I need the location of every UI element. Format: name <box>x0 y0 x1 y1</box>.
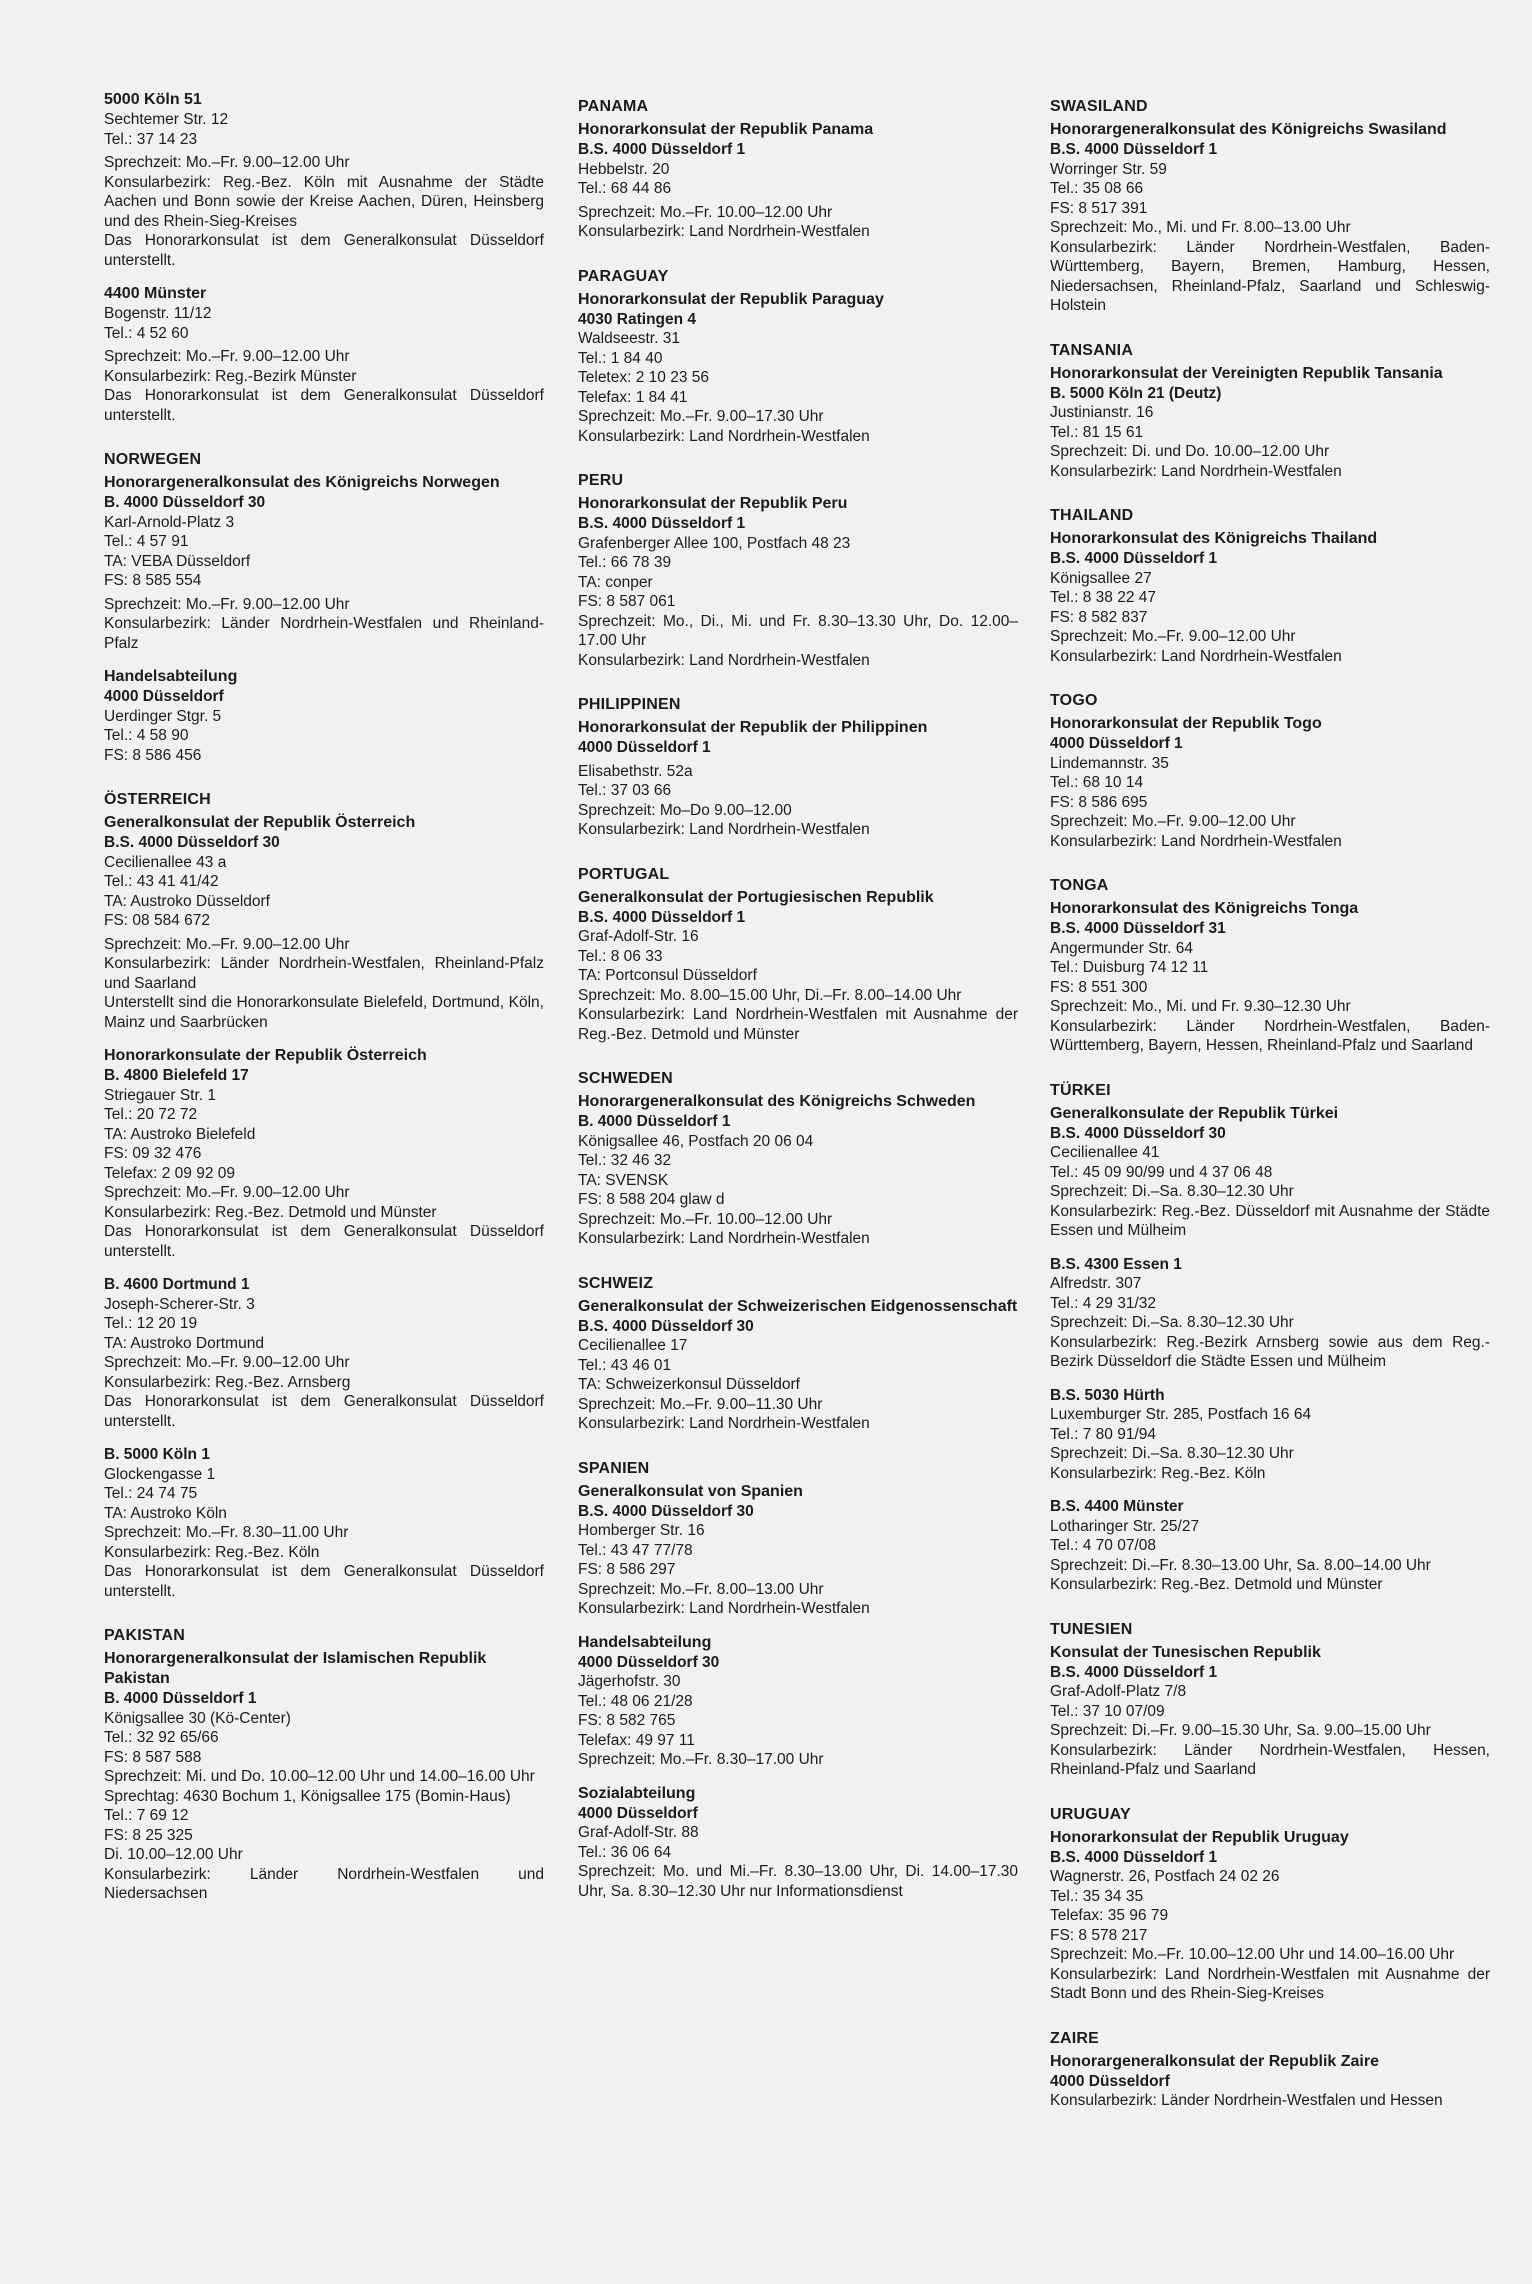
consulate-entry <box>1050 120 1490 316</box>
entry-heading: Honorarkonsulat der Republik Peru <box>578 495 848 512</box>
consulate-entry <box>104 1649 544 1904</box>
entry-line: Das Honorarkonsulat ist dem Generalkonsulat Düsseldorf unterstellt. <box>104 1393 544 1430</box>
entry-line: Waldseestr. 31 <box>578 330 680 347</box>
country-section <box>104 1627 544 1904</box>
entry-heading: Honorargeneralkonsulat des Königreichs Schweden <box>578 1093 976 1110</box>
country-section <box>1050 98 1490 316</box>
entry-line: 4000 Düsseldorf 1 <box>578 739 711 756</box>
entry-line: Tel.: 43 46 01 <box>578 1356 672 1374</box>
entry-heading: Honorarkonsulat des Königreichs Thailand <box>1050 530 1378 547</box>
consulate-entry <box>1050 1255 1490 1372</box>
entry-line: Sprechzeit: Mo.–Fr. 9.00–17.30 Uhr <box>578 408 824 425</box>
entry-line: Konsularbezirk: Reg.-Bezirk Münster <box>104 367 357 385</box>
entry-line: Graf-Adolf-Str. 16 <box>578 928 699 945</box>
country-section <box>1050 1621 1490 1780</box>
entry-line: Konsularbezirk: Länder Nordrhein-Westfalen, Baden-Württemberg, Bayern, Bremen, Hamburg, Hessen, Niedersachsen, Rheinland-Pfalz, Saarland und Schleswig-Holstein <box>1050 238 1490 314</box>
entry-line: FS: 8 586 456 <box>104 746 202 764</box>
country-section <box>1050 877 1490 1056</box>
entry-line: Tel.: 37 14 23 <box>104 130 198 148</box>
entry-heading: 5000 Köln 51 <box>104 91 202 108</box>
country-name: PARAGUAY <box>578 267 669 285</box>
entry-line: Tel.: 66 78 39 <box>578 554 672 571</box>
entry-line: B. 4800 Bielefeld 17 <box>104 1067 249 1084</box>
entry-line: Das Honorarkonsulat ist dem Generalkonsulat Düsseldorf unterstellt. <box>104 387 544 424</box>
entry-line: Joseph-Scherer-Str. 3 <box>104 1295 255 1313</box>
entry-line: Konsularbezirk: Reg.-Bez. Detmold und Münster <box>1050 1576 1383 1593</box>
country-section <box>1050 2030 1490 2111</box>
entry-line: B. 5000 Köln 1 <box>104 1446 210 1463</box>
entry-line: B. 4000 Düsseldorf 30 <box>104 494 266 511</box>
country-name: PHILIPPINEN <box>578 696 681 713</box>
entry-line: Königsallee 30 (Kö-Center) <box>104 1709 291 1727</box>
entry-line: Glockengasse 1 <box>104 1465 216 1483</box>
consulate-entry <box>104 284 544 425</box>
entry-line: Lotharinger Str. 25/27 <box>1050 1517 1200 1535</box>
entry-line: Elisabethstr. 52a <box>578 762 693 780</box>
consulate-entry <box>578 494 1018 670</box>
country-name: TANSANIA <box>1050 341 1134 359</box>
entry-line: Sprechzeit: Mi. und Do. 10.00–12.00 Uhr und 14.00–16.00 Uhr <box>104 1768 535 1785</box>
entry-heading: Honorarkonsulat der Republik Uruguay <box>1050 1828 1349 1846</box>
entry-line: Tel.: 7 69 12 <box>104 1807 189 1824</box>
entry-line: Konsularbezirk: Länder Nordrhein-Westfalen und Niedersachsen <box>104 1865 544 1902</box>
entry-line: TA: SVENSK <box>578 1171 669 1189</box>
entry-line: Tel.: 48 06 21/28 <box>578 1692 693 1710</box>
consulate-entry <box>104 473 544 653</box>
country-section <box>578 268 1018 447</box>
entry-line: Sprechzeit: Mo. 8.00–15.00 Uhr, Di.–Fr. 8.00–14.00 Uhr <box>578 986 962 1004</box>
entry-line: 4000 Düsseldorf 1 <box>1050 735 1183 752</box>
entry-line: 4030 Ratingen 4 <box>578 310 697 328</box>
entry-line: Telefax: 35 96 79 <box>1050 1907 1169 1924</box>
country-name: PORTUGAL <box>578 865 670 883</box>
entry-line: Sprechzeit: Mo.–Fr. 9.00–11.30 Uhr <box>578 1395 823 1413</box>
entry-line: Tel.: 45 09 90/99 und 4 37 06 48 <box>1050 1163 1273 1181</box>
entry-line: Konsularbezirk: Land Nordrhein-Westfalen mit Ausnahme der Reg.-Bez. Detmold und Münster <box>578 1006 1018 1043</box>
consulate-entry <box>578 1482 1018 1619</box>
consulate-entry <box>104 1275 544 1431</box>
entry-line: B.S. 4300 Essen 1 <box>1050 1255 1182 1273</box>
consulate-entry <box>1050 529 1490 666</box>
entry-line: Angermunder Str. 64 <box>1050 939 1194 957</box>
entry-line: Sprechzeit: Mo.–Fr. 9.00–12.00 Uhr <box>1050 813 1296 830</box>
entry-line: Justinianstr. 16 <box>1050 404 1154 421</box>
country-name: PAKISTAN <box>104 1627 186 1644</box>
entry-line: Tel.: 68 10 14 <box>1050 774 1144 791</box>
entry-line: Tel.: 4 70 07/08 <box>1050 1537 1156 1554</box>
entry-line: Konsularbezirk: Land Nordrhein-Westfalen <box>578 1230 870 1247</box>
entry-heading: Handelsabteilung <box>578 1633 712 1651</box>
consulate-entry <box>1050 1497 1490 1595</box>
entry-line: Teletex: 2 10 23 56 <box>578 369 709 386</box>
entry-heading: Generalkonsulat der Schweizerischen Eidgenossenschaft <box>578 1297 1018 1315</box>
consulate-entry <box>578 1784 1018 1902</box>
country-section <box>1050 342 1490 482</box>
consulate-entry <box>1050 364 1490 482</box>
entry-line: Tel.: 7 80 91/94 <box>1050 1425 1156 1443</box>
country-name: ZAIRE <box>1050 2029 1099 2047</box>
entry-line: Sprechzeit: Mo. und Mi.–Fr. 8.30–13.00 Uhr, Di. 14.00–17.30 Uhr, Sa. 8.30–12.30 Uhr nur Informationsdienst <box>578 1863 1018 1900</box>
consulate-entry <box>104 813 544 1032</box>
entry-line: Di. 10.00–12.00 Uhr <box>104 1846 243 1863</box>
entry-heading: Generalkonsulat von Spanien <box>578 1482 803 1500</box>
consulate-entry <box>1050 899 1490 1056</box>
entry-line: Sprechzeit: Mo.–Fr. 9.00–12.00 Uhr <box>104 935 350 953</box>
entry-line: Striegauer Str. 1 <box>104 1086 217 1104</box>
entry-line: Königsallee 27 <box>1050 569 1152 587</box>
entry-line: Tel.: 20 72 72 <box>104 1106 198 1123</box>
entry-heading: Honorarkonsulat der Republik der Philippinen <box>578 719 928 736</box>
entry-line: Konsularbezirk: Land Nordrhein-Westfalen <box>578 1415 870 1432</box>
entry-line: Tel.: 35 08 66 <box>1050 180 1144 197</box>
entry-line: B.S. 4000 Düsseldorf 1 <box>1050 1663 1218 1681</box>
entry-line: B. 4000 Düsseldorf 1 <box>578 1113 731 1130</box>
entry-heading: Handelsabteilung <box>104 668 238 685</box>
country-name: TUNESIEN <box>1050 1620 1133 1638</box>
entry-line: Bogenstr. 11/12 <box>104 305 212 322</box>
entry-line: FS: 8 586 695 <box>1050 793 1148 811</box>
entry-line: Konsularbezirk: Land Nordrhein-Westfalen <box>578 427 870 445</box>
entry-line: Konsularbezirk: Länder Nordrhein-Westfalen und Rheinland-Pfalz <box>104 615 544 652</box>
country-name: SWASILAND <box>1050 98 1148 115</box>
entry-line: Konsularbezirk: Reg.-Bez. Düsseldorf mit Ausnahme der Städte Essen und Mülheim <box>1050 1202 1490 1239</box>
consulate-entry <box>104 1046 544 1261</box>
consulate-entry <box>1050 714 1490 851</box>
entry-line: TA: Schweizerkonsul Düsseldorf <box>578 1376 800 1393</box>
entry-line: B.S. 4000 Düsseldorf 30 <box>578 1317 754 1335</box>
entry-line: TA: Austroko Köln <box>104 1504 227 1522</box>
consulate-entry <box>104 90 544 270</box>
entry-line: Wagnerstr. 26, Postfach 24 02 26 <box>1050 1868 1280 1885</box>
entry-line: Sprechzeit: Di.–Sa. 8.30–12.30 Uhr <box>1050 1445 1294 1462</box>
entry-line: FS: 09 32 476 <box>104 1145 202 1162</box>
entry-heading: Generalkonsulate der Republik Türkei <box>1050 1104 1339 1122</box>
entry-line: B. 5000 Köln 21 (Deutz) <box>1050 384 1222 402</box>
country-name: NORWEGEN <box>104 451 202 468</box>
country-name: TONGA <box>1050 877 1109 894</box>
entry-line: Grafenberger Allee 100, Postfach 48 23 <box>578 534 851 552</box>
entry-heading: Honorargeneralkonsulat des Königreichs Swasiland <box>1050 121 1447 138</box>
entry-heading: Honorargeneralkonsulat der Republik Zaire <box>1050 2052 1379 2070</box>
column-middle <box>578 90 1018 1915</box>
consulate-entry <box>104 1445 544 1601</box>
entry-line: Sprechzeit: Mo.–Fr. 8.30–11.00 Uhr <box>104 1524 349 1541</box>
consulate-entry <box>578 1633 1018 1770</box>
entry-line: Das Honorarkonsulat ist dem Generalkonsulat Düsseldorf unterstellt. <box>104 1223 544 1260</box>
consulate-entry <box>104 667 544 765</box>
consulate-entry <box>1050 1828 1490 2004</box>
entry-line: FS: 8 585 554 <box>104 572 202 589</box>
column-right <box>1050 90 1490 2125</box>
entry-line: 4000 Düsseldorf <box>104 688 224 705</box>
entry-line: B.S. 4000 Düsseldorf 30 <box>1050 1124 1226 1142</box>
entry-line: B.S. 4000 Düsseldorf 30 <box>104 834 280 851</box>
entry-line: Konsularbezirk: Land Nordrhein-Westfalen <box>578 223 870 240</box>
entry-heading: Honorargeneralkonsulat der Islamischen Republik Pakistan <box>104 1650 487 1687</box>
entry-line: Tel.: 12 20 19 <box>104 1315 198 1332</box>
entry-line: Uerdinger Stgr. 5 <box>104 707 222 725</box>
entry-line: Karl-Arnold-Platz 3 <box>104 513 235 531</box>
consulate-entry <box>578 290 1018 447</box>
entry-line: Sechtemer Str. 12 <box>104 111 229 128</box>
consulate-entry <box>578 1297 1018 1434</box>
entry-line: TA: Austroko Düsseldorf <box>104 892 270 910</box>
country-section <box>1050 692 1490 851</box>
entry-line: B.S. 5030 Hürth <box>1050 1386 1165 1404</box>
entry-line: Graf-Adolf-Platz 7/8 <box>1050 1683 1187 1700</box>
entry-heading: Honorarkonsulat der Vereinigten Republik Tansania <box>1050 364 1443 382</box>
consulate-entry <box>1050 2052 1490 2111</box>
entry-line: Cecilienallee 43 a <box>104 853 227 871</box>
country-section <box>104 451 544 765</box>
entry-line: Cecilienallee 17 <box>578 1337 688 1354</box>
entry-line: Graf-Adolf-Str. 88 <box>578 1824 699 1841</box>
entry-line: FS: 8 582 765 <box>578 1712 676 1729</box>
consulate-entry <box>578 1092 1018 1249</box>
entry-line: FS: 8 582 837 <box>1050 608 1148 626</box>
entry-line: Konsularbezirk: Länder Nordrhein-Westfalen, Hessen, Rheinland-Pfalz und Saarland <box>1050 1741 1490 1778</box>
entry-line: Worringer Str. 59 <box>1050 160 1167 178</box>
country-name: TÜRKEI <box>1050 1081 1111 1099</box>
country-name: PANAMA <box>578 98 649 115</box>
country-section <box>104 90 544 425</box>
entry-line: Konsularbezirk: Reg.-Bez. Arnsberg <box>104 1373 351 1391</box>
entry-heading: Konsulat der Tunesischen Republik <box>1050 1643 1321 1661</box>
entry-line: Sprechzeit: Mo., Di., Mi. und Fr. 8.30–13.30 Uhr, Do. 12.00–17.00 Uhr <box>578 612 1018 649</box>
entry-line: Konsularbezirk: Land Nordrhein-Westfalen <box>1050 647 1342 665</box>
entry-line: Tel.: 32 46 32 <box>578 1152 672 1169</box>
entry-line: Tel.: 81 15 61 <box>1050 423 1144 441</box>
entry-line: Sprechzeit: Mo.–Fr. 10.00–12.00 Uhr <box>578 1210 833 1228</box>
consulate-entry <box>1050 1386 1490 1484</box>
entry-line: 4000 Düsseldorf 30 <box>578 1653 720 1671</box>
entry-line: Tel.: 43 47 77/78 <box>578 1541 693 1559</box>
entry-line: Konsularbezirk: Land Nordrhein-Westfalen <box>578 651 870 669</box>
entry-heading: 4400 Münster <box>104 285 207 302</box>
entry-line: Tel.: 1 84 40 <box>578 349 663 367</box>
entry-line: Sprechzeit: Mo.–Fr. 9.00–12.00 Uhr <box>104 1184 350 1201</box>
entry-line: FS: 8 587 061 <box>578 593 676 610</box>
entry-heading: Honorarkonsulat der Republik Paraguay <box>578 290 884 308</box>
entry-line: FS: 8 586 297 <box>578 1561 676 1578</box>
entry-line: 4000 Düsseldorf <box>578 1804 698 1822</box>
entry-line: Sprechzeit: Mo.–Fr. 9.00–12.00 Uhr <box>104 348 350 365</box>
entry-line: Tel.: 8 38 22 47 <box>1050 589 1156 606</box>
entry-line: Konsularbezirk: Reg.-Bez. Köln <box>1050 1464 1266 1482</box>
entry-line: Tel.: 4 52 60 <box>104 324 189 342</box>
entry-line: Konsularbezirk: Land Nordrhein-Westfalen <box>1050 832 1342 850</box>
entry-line: Sprechzeit: Mo.–Fr. 9.00–12.00 Uhr <box>1050 628 1296 645</box>
country-section <box>1050 1082 1490 1595</box>
country-section <box>1050 507 1490 666</box>
entry-line: Tel.: 8 06 33 <box>578 947 663 965</box>
entry-line: Sprechzeit: Mo.–Fr. 8.30–17.00 Uhr <box>578 1751 824 1768</box>
entry-line: B.S. 4000 Düsseldorf 1 <box>1050 141 1218 158</box>
entry-line: B.S. 4000 Düsseldorf 31 <box>1050 920 1226 937</box>
entry-line: Konsularbezirk: Land Nordrhein-Westfalen <box>578 1600 870 1617</box>
entry-heading: Honorarkonsulate der Republik Österreich <box>104 1047 427 1064</box>
entry-line: Das Honorarkonsulat ist dem Generalkonsulat Düsseldorf unterstellt. <box>104 1563 544 1600</box>
entry-line: B.S. 4400 Münster <box>1050 1498 1184 1515</box>
country-name: THAILAND <box>1050 507 1134 524</box>
entry-line: Luxemburger Str. 285, Postfach 16 64 <box>1050 1406 1312 1423</box>
entry-line: Tel.: 4 57 91 <box>104 533 189 550</box>
entry-line: Tel.: 4 29 31/32 <box>1050 1294 1156 1312</box>
entry-line: Sprechzeit: Di.–Fr. 9.00–15.30 Uhr, Sa. 9.00–15.00 Uhr <box>1050 1722 1431 1739</box>
entry-line: Konsularbezirk: Reg.-Bez. Köln <box>104 1543 320 1561</box>
entry-line: Konsularbezirk: Reg.-Bez. Köln mit Ausnahme der Städte Aachen und Bonn sowie der Kreise Aachen, Düren, Heinsberg und des Rhein-Sieg-Kreises <box>104 173 544 230</box>
entry-line: Sprechzeit: Mo.–Fr. 9.00–12.00 Uhr <box>104 154 350 171</box>
entry-line: B.S. 4000 Düsseldorf 1 <box>578 908 746 926</box>
entry-line: Das Honorarkonsulat ist dem Generalkonsulat Düsseldorf unterstellt. <box>104 232 544 269</box>
entry-line: FS: 08 584 672 <box>104 912 210 929</box>
entry-line: B. 4000 Düsseldorf 1 <box>104 1690 257 1707</box>
entry-line: Telefax: 1 84 41 <box>578 388 688 406</box>
entry-line: Konsularbezirk: Reg.-Bezirk Arnsberg sowie aus dem Reg.-Bezirk Düsseldorf die Städte Essen und Mülheim <box>1050 1333 1490 1370</box>
country-section <box>578 696 1018 840</box>
entry-line: Sprechzeit: Di.–Sa. 8.30–12.30 Uhr <box>1050 1183 1294 1200</box>
entry-line: Tel.: 36 06 64 <box>578 1843 672 1861</box>
entry-line: TA: conper <box>578 573 653 591</box>
entry-line: Alfredstr. 307 <box>1050 1275 1142 1292</box>
consulate-entry <box>578 718 1018 840</box>
entry-line: Telefax: 2 09 92 09 <box>104 1164 235 1182</box>
entry-line: Tel.: 32 92 65/66 <box>104 1729 219 1746</box>
entry-line: B.S. 4000 Düsseldorf 1 <box>1050 1848 1218 1866</box>
entry-line: Telefax: 49 97 11 <box>578 1731 695 1749</box>
entry-line: Jägerhofstr. 30 <box>578 1673 681 1690</box>
entry-heading: Honorargeneralkonsulat des Königreichs Norwegen <box>104 474 500 491</box>
entry-line: Tel.: 35 34 35 <box>1050 1887 1144 1905</box>
entry-line: FS: 8 517 391 <box>1050 199 1148 217</box>
entry-line: Konsularbezirk: Land Nordrhein-Westfalen <box>1050 462 1342 480</box>
entry-line: Sprechzeit: Mo., Mi. und Fr. 9.30–12.30 Uhr <box>1050 998 1351 1015</box>
entry-line: Sprechzeit: Di.–Fr. 8.30–13.00 Uhr, Sa. 8.00–14.00 Uhr <box>1050 1556 1431 1574</box>
entry-line: Sprechzeit: Mo.–Fr. 10.00–12.00 Uhr und 14.00–16.00 Uhr <box>1050 1946 1455 1963</box>
country-name: SPANIEN <box>578 1459 650 1477</box>
country-name: SCHWEIZ <box>578 1274 654 1292</box>
entry-line: Tel.: 37 03 66 <box>578 782 672 799</box>
country-name: SCHWEDEN <box>578 1070 673 1087</box>
entry-heading: Honorarkonsulat der Republik Panama <box>578 121 874 138</box>
entry-line: B.S. 4000 Düsseldorf 1 <box>578 141 746 158</box>
entry-line: Tel.: 37 10 07/09 <box>1050 1702 1165 1720</box>
entry-line: Hebbelstr. 20 <box>578 160 670 178</box>
country-section <box>104 791 544 1601</box>
country-name: URUGUAY <box>1050 1805 1131 1823</box>
entry-line: Sprechzeit: Mo.–Fr. 8.00–13.00 Uhr <box>578 1580 824 1598</box>
entry-line: TA: Austroko Bielefeld <box>104 1125 256 1143</box>
consulate-entry <box>1050 1104 1490 1241</box>
entry-line: Sprechtag: 4630 Bochum 1, Königsallee 175 (Bomin-Haus) <box>104 1787 511 1805</box>
country-name: PERU <box>578 472 624 489</box>
entry-line: FS: 8 25 325 <box>104 1826 193 1844</box>
entry-line: Sprechzeit: Mo.–Fr. 10.00–12.00 Uhr <box>578 203 833 221</box>
entry-line: Konsularbezirk: Länder Nordrhein-Westfalen, Rheinland-Pfalz und Saarland <box>104 955 544 992</box>
entry-line: Tel.: 68 44 86 <box>578 180 672 197</box>
entry-line: TA: VEBA Düsseldorf <box>104 552 251 570</box>
entry-line: Sprechzeit: Mo.–Fr. 9.00–12.00 Uhr <box>104 595 350 613</box>
entry-line: 4000 Düsseldorf <box>1050 2072 1170 2090</box>
country-name: TOGO <box>1050 692 1098 709</box>
entry-line: B.S. 4000 Düsseldorf 30 <box>578 1502 754 1520</box>
entry-line: B. 4600 Dortmund 1 <box>104 1276 250 1293</box>
entry-line: Konsularbezirk: Länder Nordrhein-Westfalen und Hessen <box>1050 2092 1443 2109</box>
entry-line: Konsularbezirk: Land Nordrhein-Westfalen mit Ausnahme der Stadt Bonn und des Rhein-Sieg-Kreises <box>1050 1965 1490 2002</box>
entry-line: FS: 8 587 588 <box>104 1748 202 1766</box>
entry-line: Sprechzeit: Mo–Do 9.00–12.00 <box>578 801 792 819</box>
entry-line: Konsularbezirk: Reg.-Bez. Detmold und Münster <box>104 1203 437 1221</box>
country-section <box>578 472 1018 670</box>
column-left <box>104 90 544 1918</box>
entry-line: Sprechzeit: Di.–Sa. 8.30–12.30 Uhr <box>1050 1314 1294 1331</box>
consulate-entry <box>578 888 1018 1045</box>
entry-line: Sprechzeit: Di. und Do. 10.00–12.00 Uhr <box>1050 443 1330 460</box>
country-section <box>578 1275 1018 1434</box>
entry-line: Unterstellt sind die Honorarkonsulate Bielefeld, Dortmund, Köln, Mainz und Saarbrücken <box>104 994 544 1031</box>
entry-line: TA: Portconsul Düsseldorf <box>578 967 757 984</box>
entry-heading: Honorarkonsulat des Königreichs Tonga <box>1050 900 1359 917</box>
country-section <box>578 98 1018 242</box>
entry-line: FS: 8 551 300 <box>1050 978 1148 996</box>
country-section <box>1050 1806 1490 2004</box>
country-section <box>578 1460 1018 1902</box>
entry-heading: Generalkonsulat der Portugiesischen Republik <box>578 888 934 906</box>
consulate-entry <box>1050 1643 1490 1780</box>
entry-line: Sprechzeit: Mo.–Fr. 9.00–12.00 Uhr <box>104 1354 350 1371</box>
entry-line: FS: 8 588 204 glaw d <box>578 1191 725 1208</box>
entry-line: TA: Austroko Dortmund <box>104 1334 264 1352</box>
entry-line: Tel.: 4 58 90 <box>104 727 189 744</box>
entry-line: Homberger Str. 16 <box>578 1522 705 1539</box>
entry-heading: Honorarkonsulat der Republik Togo <box>1050 715 1322 732</box>
entry-line: Tel.: Duisburg 74 12 11 <box>1050 959 1209 976</box>
country-section <box>578 866 1018 1045</box>
entry-heading: Generalkonsulat der Republik Österreich <box>104 814 416 831</box>
entry-line: Tel.: 24 74 75 <box>104 1485 198 1502</box>
entry-line: Konsularbezirk: Land Nordrhein-Westfalen <box>578 821 870 838</box>
entry-line: Lindemannstr. 35 <box>1050 754 1169 772</box>
entry-line: Cecilienallee 41 <box>1050 1144 1160 1161</box>
consulate-entry <box>578 120 1018 242</box>
entry-line: Konsularbezirk: Länder Nordrhein-Westfalen, Baden-Württemberg, Bayern, Hessen, Rheinland-Pfalz und Saarland <box>1050 1017 1490 1054</box>
entry-line: Sprechzeit: Mo., Mi. und Fr. 8.00–13.00 Uhr <box>1050 219 1351 236</box>
entry-line: FS: 8 578 217 <box>1050 1926 1148 1944</box>
entry-line: B.S. 4000 Düsseldorf 1 <box>1050 550 1218 567</box>
entry-line: Tel.: 43 41 41/42 <box>104 873 219 890</box>
country-section <box>578 1070 1018 1249</box>
country-name: ÖSTERREICH <box>104 791 211 808</box>
entry-line: Königsallee 46, Postfach 20 06 04 <box>578 1132 814 1150</box>
entry-line: B.S. 4000 Düsseldorf 1 <box>578 515 746 532</box>
entry-heading: Sozialabteilung <box>578 1784 696 1802</box>
